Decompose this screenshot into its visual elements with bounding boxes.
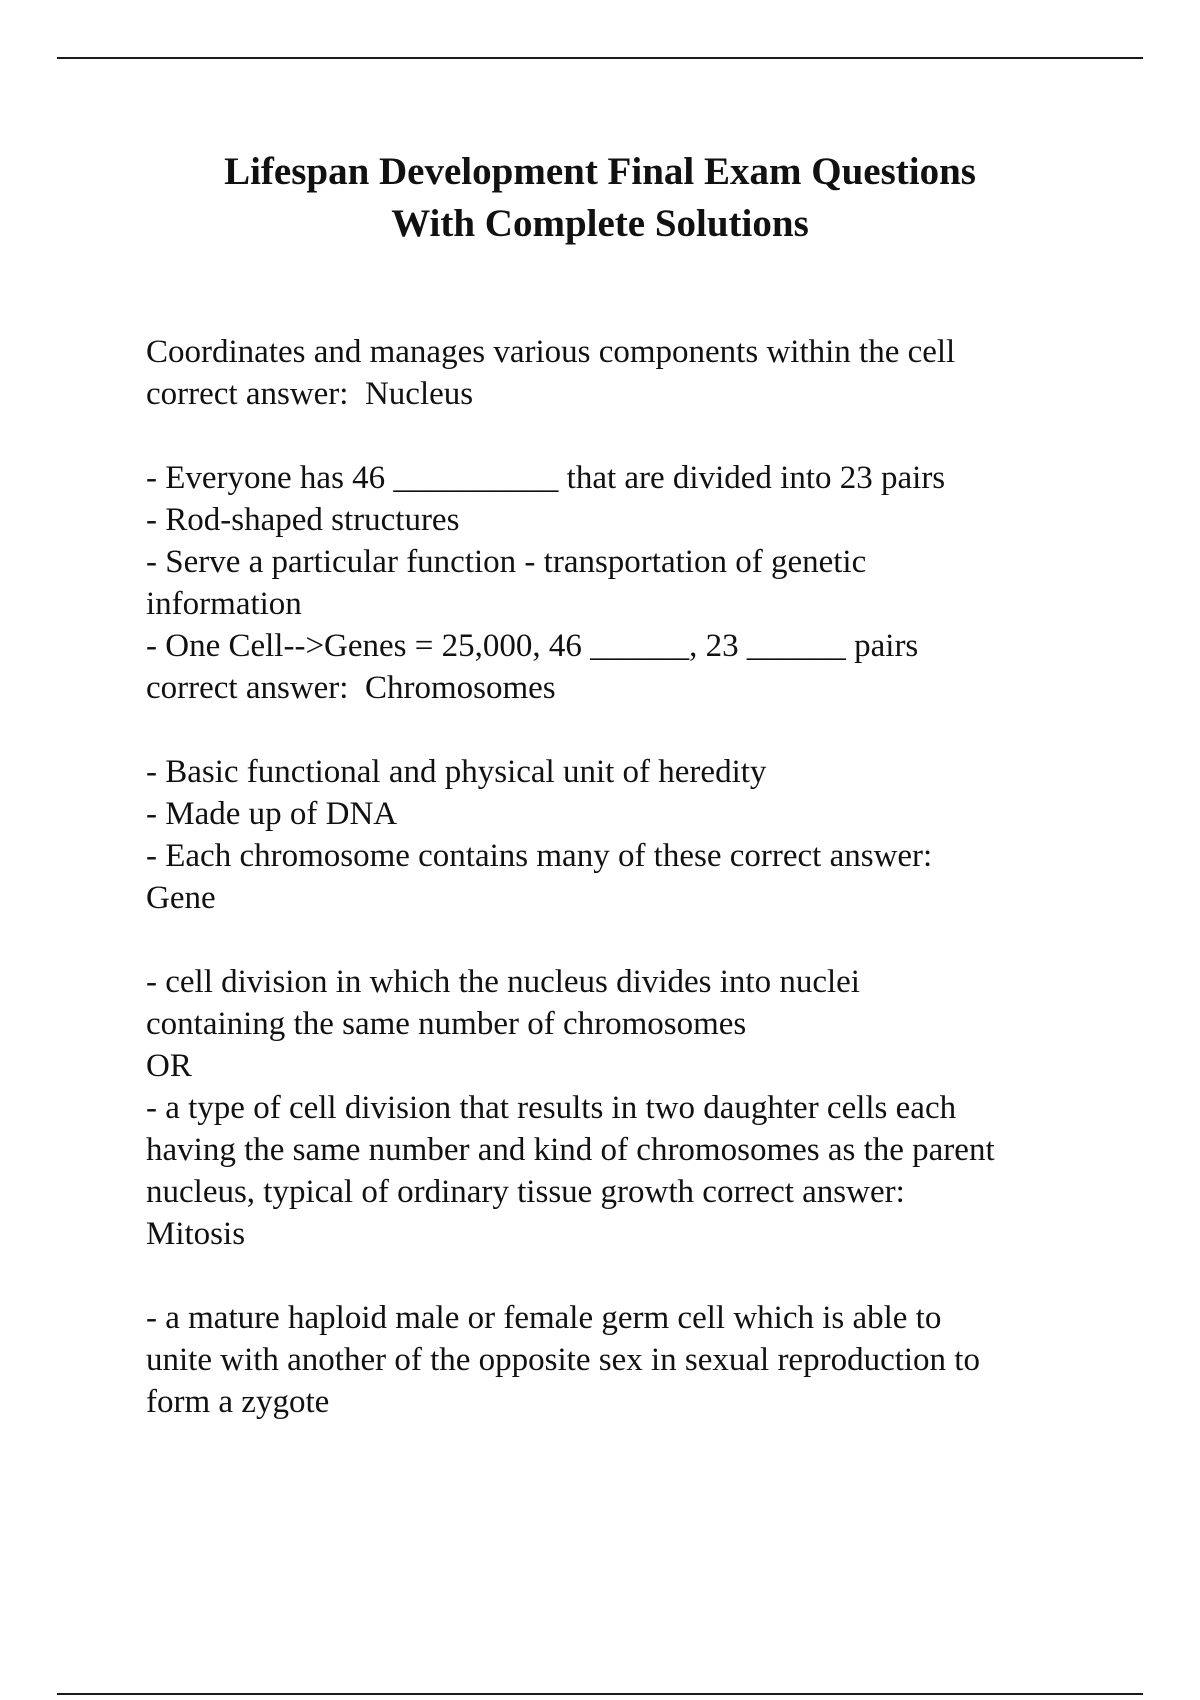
text-line: correct answer: Chromosomes — [146, 670, 556, 706]
qa-item — [146, 1297, 1106, 1423]
text-line: having the same number and kind of chromosomes as the parent — [146, 1132, 995, 1168]
footer-rule — [57, 1693, 1143, 1695]
text-line: - One Cell-->Genes = 25,000, 46 ______, 23 ______ pairs — [146, 628, 919, 664]
text-line: unite with another of the opposite sex in sexual reproduction to — [146, 1342, 980, 1378]
text-line: Gene — [146, 880, 216, 916]
text-line: - Each chromosome contains many of these correct answer: — [146, 838, 933, 874]
qa-item — [146, 457, 1106, 709]
document-body — [146, 331, 1106, 1465]
text-line: - Serve a particular function - transportation of genetic — [146, 544, 867, 580]
text-line: nucleus, typical of ordinary tissue growth correct answer: — [146, 1174, 905, 1210]
qa-item — [146, 961, 1106, 1255]
text-line: - Everyone has 46 __________ that are divided into 23 pairs — [146, 460, 946, 496]
text-line: form a zygote — [146, 1384, 330, 1420]
text-line: OR — [146, 1048, 192, 1084]
qa-item — [146, 331, 1106, 415]
text-line: - a type of cell division that results in two daughter cells each — [146, 1090, 957, 1126]
text-line: correct answer: Nucleus — [146, 376, 474, 412]
title-line: With Complete Solutions — [391, 202, 809, 245]
text-line: - a mature haploid male or female germ cell which is able to — [146, 1300, 942, 1336]
text-line: - Basic functional and physical unit of heredity — [146, 754, 767, 790]
text-line: containing the same number of chromosomes — [146, 1006, 747, 1042]
title-line: Lifespan Development Final Exam Questions — [224, 150, 976, 193]
text-line: Mitosis — [146, 1216, 246, 1252]
page-title — [100, 146, 1100, 250]
header-rule — [57, 57, 1143, 59]
text-line: - cell division in which the nucleus divides into nuclei — [146, 964, 860, 1000]
text-line: information — [146, 586, 302, 622]
text-line: Coordinates and manages various components within the cell — [146, 334, 956, 370]
text-line: - Rod-shaped structures — [146, 502, 460, 538]
qa-item — [146, 751, 1106, 919]
text-line: - Made up of DNA — [146, 796, 398, 832]
